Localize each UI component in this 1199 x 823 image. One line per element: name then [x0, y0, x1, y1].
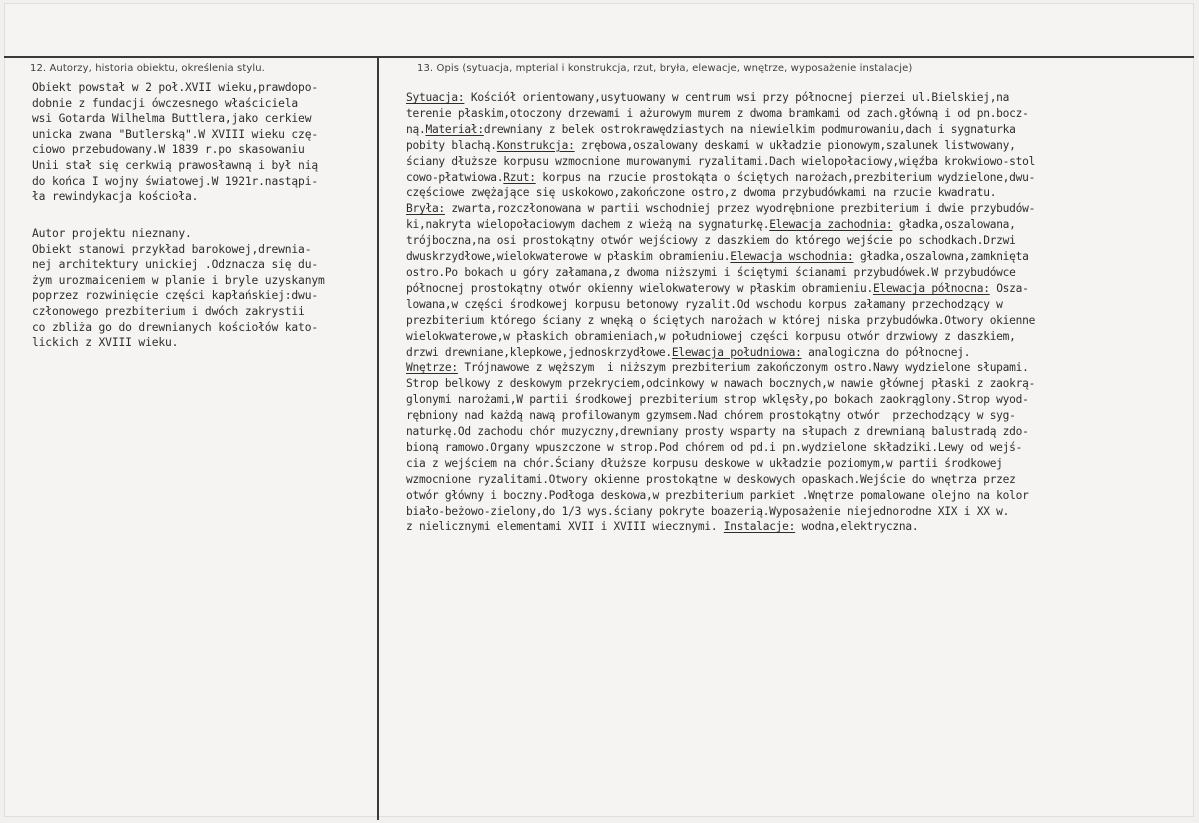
- description-text: [406, 90, 1035, 535]
- section-12-header: 12. Autorzy, historia obiektu, określenia stylu.: [30, 63, 265, 74]
- header-divider: [4, 56, 1194, 58]
- description-segment: lowana,w części środkowej korpusu betonowy ryzalit.Od wschodu korpus załamany przechodzący w: [406, 297, 1003, 311]
- description-segment: częściowe zwężające się uskokowo,zakończone ostro,z dwoma przybudówkami na rzucie kwadratu.: [406, 186, 997, 200]
- description-segment: terenie płaskim,otoczony drzewami i ażurowym murem z dwoma bramkami od zach.główną i od pn.bocz-: [406, 106, 1029, 120]
- column-divider: [377, 56, 379, 820]
- description-segment: cowo-płatwiowa.: [406, 170, 504, 184]
- description-segment: Strop belkowy z deskowym przekryciem,odcinkowy w nawach bocznych,w nawie głównej płaski z zaokrą-: [406, 377, 1036, 391]
- description-line: [406, 233, 1035, 249]
- section-label: Bryła:: [406, 202, 445, 216]
- description-segment: wodna,elektryczna.: [795, 520, 919, 534]
- description-segment: otwór główny i boczny.Podłoga deskowa,w prezbiterium parkiet .Wnętrze pomalowane olejno na kolor: [406, 488, 1029, 502]
- description-segment: glonymi narożami,W partii środkowej prezbiterium strop wklęsły,po bokach zaokrąglony.Strop wyod-: [406, 393, 1029, 407]
- description-segment: drzwi drewniane,klepkowe,jednoskrzydłowe.: [406, 345, 672, 359]
- description-segment: zrębowa,oszalowany deskami w układzie pionowym,szalunek listwowany,: [574, 138, 1016, 152]
- description-line: [406, 265, 1035, 281]
- description-segment: prezbiterium którego ściany z wnęką o ściętych narożach w której niska przybudówka.Otwory okienne: [406, 313, 1036, 327]
- description-line: [406, 329, 1035, 345]
- text-line: Obiekt powstał w 2 poł.XVII wieku,prawdopo-: [32, 81, 319, 94]
- description-segment: biało-beżowo-zielony,do 1/3 wys.ściany pokryte boazerią.Wyposażenie niejednorodne XIX i XX w.: [406, 504, 1010, 518]
- text-line: ciowo przebudowany.W 1839 r.po skasowaniu: [32, 143, 305, 157]
- text-line: Obiekt stanowi przykład barokowej,drewnia-: [32, 242, 312, 256]
- description-segment: gładka,oszalowna,zamknięta: [853, 250, 1029, 264]
- text-line: Autor projektu nieznany.: [32, 227, 192, 240]
- description-line: [406, 519, 1035, 535]
- description-segment: korpus na rzucie prostokąta o ściętych narożach,prezbiterium wydzielone,dwu-: [535, 170, 1036, 184]
- description-line: [406, 281, 1035, 297]
- section-label: Rzut:: [503, 170, 536, 184]
- text-line: wsi Gotarda Wilhelma Buttlera,jako cerkiew: [32, 112, 312, 126]
- description-segment: wzmocnione ryzalitami.Otwory okienne prostokątne w deskowych opaskach.Wejście do wnętrza przez: [406, 472, 1016, 486]
- section-label: Elewacja zachodnia:: [769, 218, 893, 232]
- description-segment: z nielicznymi elementami XVII i XVIII wiecznymi.: [406, 520, 724, 534]
- description-segment: wielokwaterowe,w płaskich obramieniach,w południowej części korpusu otwór drzwiowy z daszkiem,: [406, 329, 1016, 343]
- description-line: [406, 424, 1035, 440]
- text-line: do końca I wojny światowej.W 1921r.nastąpi-: [32, 174, 319, 188]
- description-segment: ostro.Po bokach u góry załamana,z dwoma niższymi i ściętymi ścianami przybudówek.W przybudówce: [406, 265, 1016, 279]
- description-segment: ną.: [406, 122, 426, 136]
- section-label: Elewacja północna:: [872, 281, 990, 295]
- description-segment: naturkę.Od zachodu chór muzyczny,drewniany prosty wsparty na słupach z drewnianą balustradą zdo-: [406, 425, 1029, 439]
- text-line: Unii stał się cerkwią prawosławną i był nią: [32, 158, 319, 172]
- description-line: [406, 345, 1035, 361]
- description-line: [406, 201, 1035, 217]
- section-label: Elewacja południowa:: [671, 345, 802, 359]
- description-segment: Kościół orientowany,usytuowany w centrum wsi przy północnej pierzei ul.Bielskiej,na: [464, 91, 1010, 104]
- description-segment: pobity blachą.: [406, 138, 497, 152]
- section-label: Elewacja wschodnia:: [730, 250, 854, 264]
- description-line: [406, 504, 1035, 520]
- description-segment: ki,nakryta wielopołaciowym dachem z wieżą na sygnaturkę.: [406, 218, 770, 232]
- text-line: nej architektury unickiej .Odznacza się du-: [32, 258, 319, 272]
- description-segment: północnej prostokątny otwór okienny wielokwaterowy w płaskim obramieniu.: [406, 281, 873, 295]
- description-line: [406, 488, 1035, 504]
- description-segment: cia z wejściem na chór.Ściany dłuższe korpusu deskowe w układzie poziomym,w partii środkowej: [406, 456, 1003, 470]
- text-line: członowego prezbiterium i dwóch zakrystii: [32, 304, 305, 318]
- description-line: [406, 138, 1035, 154]
- description-line: [406, 313, 1035, 329]
- description-line: [406, 185, 1035, 201]
- description-segment: rębniony nad każdą nawą profilowanym gzymsem.Nad chórem prostokątny otwór przechodzący w syg-: [406, 409, 1016, 423]
- description-line: [406, 170, 1035, 186]
- section-label: Materiał:: [425, 122, 484, 136]
- description-line: [406, 297, 1035, 313]
- description-segment: Trójnawowe z węższym i niższym prezbiterium zakończonym ostro.Nawy wydzielone słupami.: [457, 361, 1029, 375]
- section-label: Sytuacja:: [406, 91, 465, 104]
- description-segment: gładka,oszalowana,: [892, 218, 1016, 232]
- description-line: [406, 376, 1035, 392]
- description-line: [406, 106, 1035, 122]
- description-line: [406, 472, 1035, 488]
- text-line: lickich z XVIII wieku.: [32, 336, 179, 350]
- section-label: Wnętrze:: [406, 361, 458, 375]
- text-line: poprzez rozwinięcie części kapłańskiej:dwu-: [32, 289, 319, 303]
- author-style-text: [32, 226, 325, 351]
- description-line: [406, 217, 1035, 233]
- text-line: dobnie z fundacji ówczesnego właściciela: [32, 96, 299, 110]
- description-line: [406, 249, 1035, 265]
- description-segment: trójboczna,na osi prostokątny otwór wejściowy z daszkiem do którego wejście po schodkach.Drzwi: [406, 234, 1016, 248]
- description-segment: Osza-: [989, 281, 1029, 295]
- description-segment: analogiczna do północnej.: [801, 345, 971, 359]
- description-segment: zwarta,rozczłonowana w partii wschodniej przez wyodrębnione prezbiterium i dwie przybudów-: [444, 202, 1036, 216]
- text-line: unicka zwana "Butlerską".W XVIII wieku czę-: [32, 127, 319, 141]
- description-line: [406, 122, 1035, 138]
- description-line: [406, 360, 1035, 376]
- history-text: [32, 80, 318, 205]
- section-label: Instalacje:: [723, 520, 796, 534]
- description-line: [406, 408, 1035, 424]
- section-label: Konstrukcja:: [496, 138, 575, 152]
- section-13-header: 13. Opis (sytuacja, mpterial i konstrukcja, rzut, bryła, elewacje, wnętrze, wyposażenie instalacje): [417, 63, 913, 74]
- description-line: [406, 392, 1035, 408]
- description-line: [406, 456, 1035, 472]
- description-line: [406, 90, 1035, 106]
- description-segment: ściany dłuższe korpusu wzmocnione murowanymi ryzalitami.Dach wielopołaciowy,więźba krokwiowo-stol: [406, 154, 1036, 168]
- description-segment: bioną ramowo.Organy wpuszczone w strop.Pod chórem od pd.i pn.wydzielone składziki.Lewy od wejś-: [406, 440, 1023, 454]
- description-line: [406, 154, 1035, 170]
- text-line: ła rewindykacja kościoła.: [32, 190, 199, 204]
- description-line: [406, 440, 1035, 456]
- text-line: co zbliża go do drewnianych kościołów kato-: [32, 320, 319, 334]
- description-segment: dwuskrzydłowe,wielokwaterowe w płaskim obramieniu.: [406, 250, 731, 264]
- description-segment: drewniany z belek ostrokrawędziastych na niewielkim podmurowaniu,dach i sygnaturka: [483, 122, 1016, 136]
- text-line: żym urozmaiceniem w planie i bryle uzyskanym: [32, 273, 325, 287]
